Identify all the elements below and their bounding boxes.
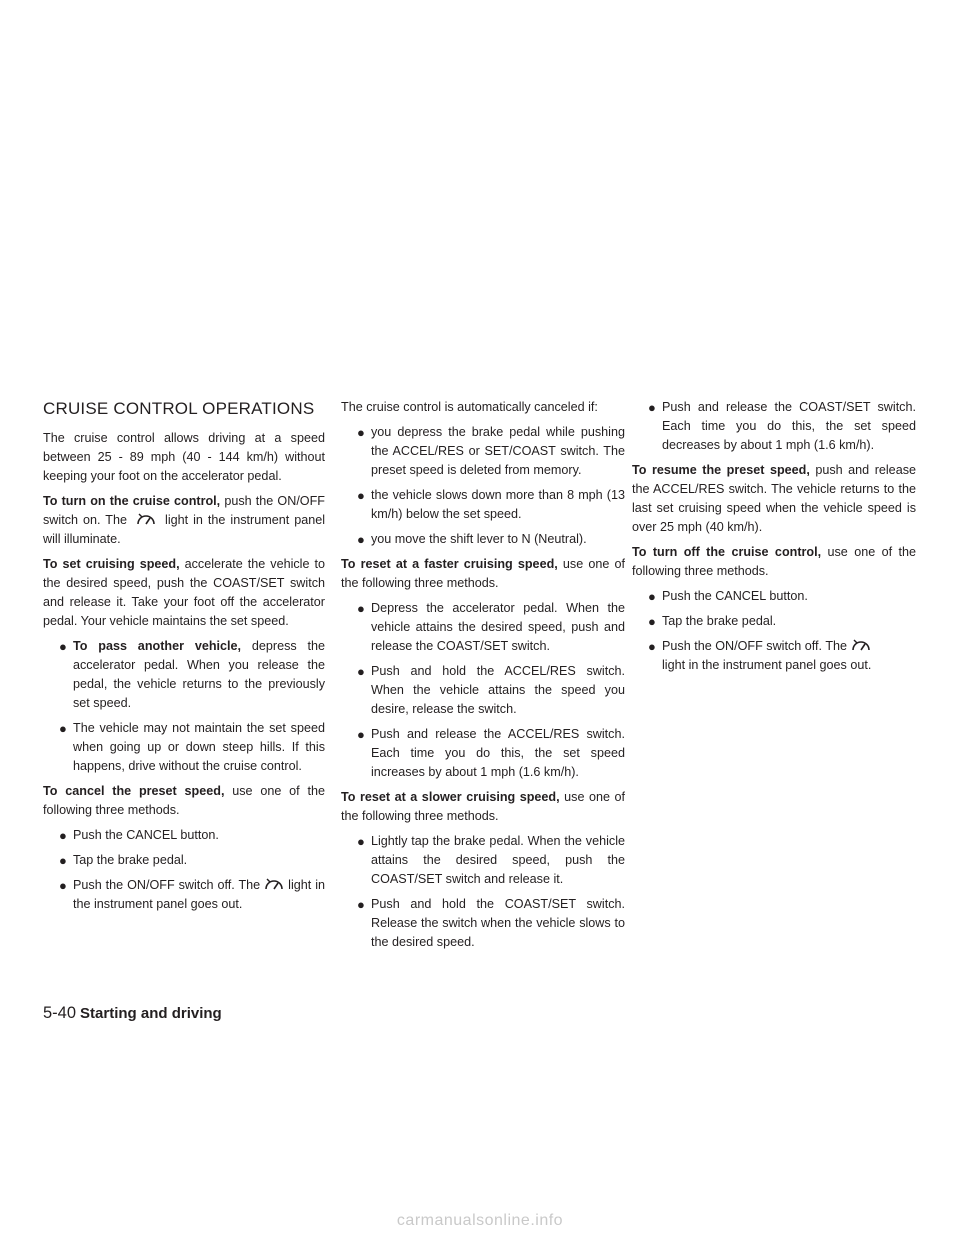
list-item	[43, 851, 325, 870]
slower-item-3: Push and release the COAST/SET switch. Each time you do this, the set speed decreases by about 1 mph (1.6 km/h).	[662, 400, 916, 452]
watermark: carmanualsonline.info	[396, 1212, 564, 1229]
cancel-text: use one of the following three methods.	[43, 784, 325, 817]
slower-list-continued	[632, 398, 916, 455]
list-item	[341, 725, 625, 782]
bullet: ●	[59, 639, 67, 654]
list-item	[43, 826, 325, 845]
list-item	[632, 612, 916, 631]
bullet: ●	[357, 897, 365, 912]
cruise-speedometer-icon	[135, 512, 157, 526]
bullet: ●	[357, 727, 365, 742]
cancel-item-3b: light in the instrument panel goes out.	[73, 878, 326, 911]
cancel-paragraph	[43, 782, 325, 820]
turn-on-paragraph	[43, 492, 325, 549]
slower-item-1: Lightly tap the brake pedal. When the vehicle attains the desired speed, push the COAST/SET switch and release it.	[371, 834, 625, 886]
set-speed-text: accelerate the vehicle to the desired speed, push the COAST/SET switch and release it. Take your foot off the accelerator pedal. Your vehicle maintains the set speed.	[43, 557, 326, 628]
column-3	[632, 398, 916, 681]
faster-list	[341, 599, 625, 782]
slower-text: use one of the following three methods.	[341, 790, 625, 823]
list-item	[341, 423, 625, 480]
bullet: ●	[59, 853, 67, 868]
bullet: ●	[648, 589, 656, 604]
list-item	[632, 587, 916, 606]
list-item	[341, 486, 625, 524]
resume-paragraph	[632, 461, 916, 537]
cruise-speedometer-icon	[263, 877, 285, 891]
auto-cancel-paragraph: The cruise control is automatically canceled if:	[341, 400, 598, 414]
bullet: ●	[357, 532, 365, 547]
list-item	[43, 876, 325, 914]
cancel-list	[43, 826, 325, 914]
off-item-1: Push the CANCEL button.	[662, 589, 808, 603]
cancel-item-3a: Push the ON/OFF switch off. The	[73, 878, 261, 892]
page-footer	[43, 1003, 222, 1024]
section-title: Starting and driving	[80, 1005, 222, 1022]
off-item-2: Tap the brake pedal.	[662, 614, 777, 628]
bullet: ●	[357, 834, 365, 849]
list-item	[43, 719, 325, 776]
faster-text: use one of the following three methods.	[341, 557, 625, 590]
list-item	[632, 398, 916, 455]
cancel-item-1: Push the CANCEL button.	[73, 828, 219, 842]
set-speed-list	[43, 637, 325, 776]
faster-paragraph	[341, 555, 625, 593]
column-2	[341, 398, 625, 958]
auto-item-1: you depress the brake pedal while pushing the ACCEL/RES or SET/COAST switch. The preset speed is deleted from memory.	[371, 425, 625, 477]
column-1	[43, 398, 325, 920]
bullet: ●	[648, 639, 656, 654]
faster-item-3: Push and release the ACCEL/RES switch. Each time you do this, the set speed increases by about 1 mph (1.6 km/h).	[371, 727, 625, 779]
list-item	[43, 637, 325, 713]
slower-label: To reset at a slower cruising speed,	[341, 790, 560, 804]
hills-text: The vehicle may not maintain the set speed when going up or down steep hills. If this happens, drive without the cruise control.	[73, 721, 325, 773]
off-item-3b: light in the instrument panel goes out.	[662, 658, 872, 672]
turn-off-list	[632, 587, 916, 675]
list-item	[341, 530, 625, 549]
pass-label: To pass another vehicle,	[73, 639, 242, 653]
bullet: ●	[357, 664, 365, 679]
cancel-label: To cancel the preset speed,	[43, 784, 225, 798]
turn-off-paragraph	[632, 543, 916, 581]
auto-item-3: you move the shift lever to N (Neutral).	[371, 532, 587, 546]
list-item	[341, 662, 625, 719]
bullet: ●	[59, 878, 67, 893]
set-speed-paragraph	[43, 555, 325, 631]
pass-text: depress the accelerator pedal. When you release the pedal, the vehicle returns to the previously set speed.	[73, 639, 325, 710]
resume-text: push and release the ACCEL/RES switch. The vehicle returns to the last set cruising speed when the vehicle speed is over 25 mph (40 km/h).	[632, 463, 916, 534]
bullet: ●	[648, 614, 656, 629]
list-item	[341, 895, 625, 952]
slower-list	[341, 832, 625, 952]
set-speed-label: To set cruising speed,	[43, 557, 180, 571]
bullet: ●	[648, 400, 656, 415]
slower-item-2: Push and hold the COAST/SET switch. Release the switch when the vehicle slows to the desired speed.	[371, 897, 625, 949]
bullet: ●	[357, 425, 365, 440]
turn-off-label: To turn off the cruise control,	[632, 545, 822, 559]
bullet: ●	[357, 488, 365, 503]
auto-item-2: the vehicle slows down more than 8 mph (13 km/h) below the set speed.	[371, 488, 625, 521]
bullet: ●	[357, 601, 365, 616]
list-item	[632, 637, 916, 675]
turn-off-text: use one of the following three methods.	[632, 545, 916, 578]
faster-item-1: Depress the accelerator pedal. When the vehicle attains the desired speed, push and release the COAST/SET switch.	[371, 601, 625, 653]
turn-on-text-b: light in the instrument panel will illuminate.	[43, 513, 326, 546]
faster-label: To reset at a faster cruising speed,	[341, 557, 558, 571]
auto-cancel-list	[341, 423, 625, 549]
bullet: ●	[59, 721, 67, 736]
page-title: CRUISE CONTROL OPERATIONS	[43, 399, 315, 418]
page-number: 5-40	[43, 1004, 77, 1022]
faster-item-2: Push and hold the ACCEL/RES switch. When the vehicle attains the speed you desire, release the switch.	[371, 664, 625, 716]
intro-paragraph: The cruise control allows driving at a speed between 25 - 89 mph (40 - 144 km/h) without keeping your foot on the accelerator pedal.	[43, 431, 325, 483]
turn-on-label: To turn on the cruise control,	[43, 494, 221, 508]
list-item	[341, 832, 625, 889]
list-item	[341, 599, 625, 656]
cruise-speedometer-icon	[850, 638, 872, 652]
turn-on-text-a: push the ON/OFF switch on. The	[43, 494, 325, 527]
cancel-item-2: Tap the brake pedal.	[73, 853, 188, 867]
bullet: ●	[59, 828, 67, 843]
resume-label: To resume the preset speed,	[632, 463, 810, 477]
slower-paragraph	[341, 788, 625, 826]
off-item-3a: Push the ON/OFF switch off. The	[662, 639, 848, 653]
